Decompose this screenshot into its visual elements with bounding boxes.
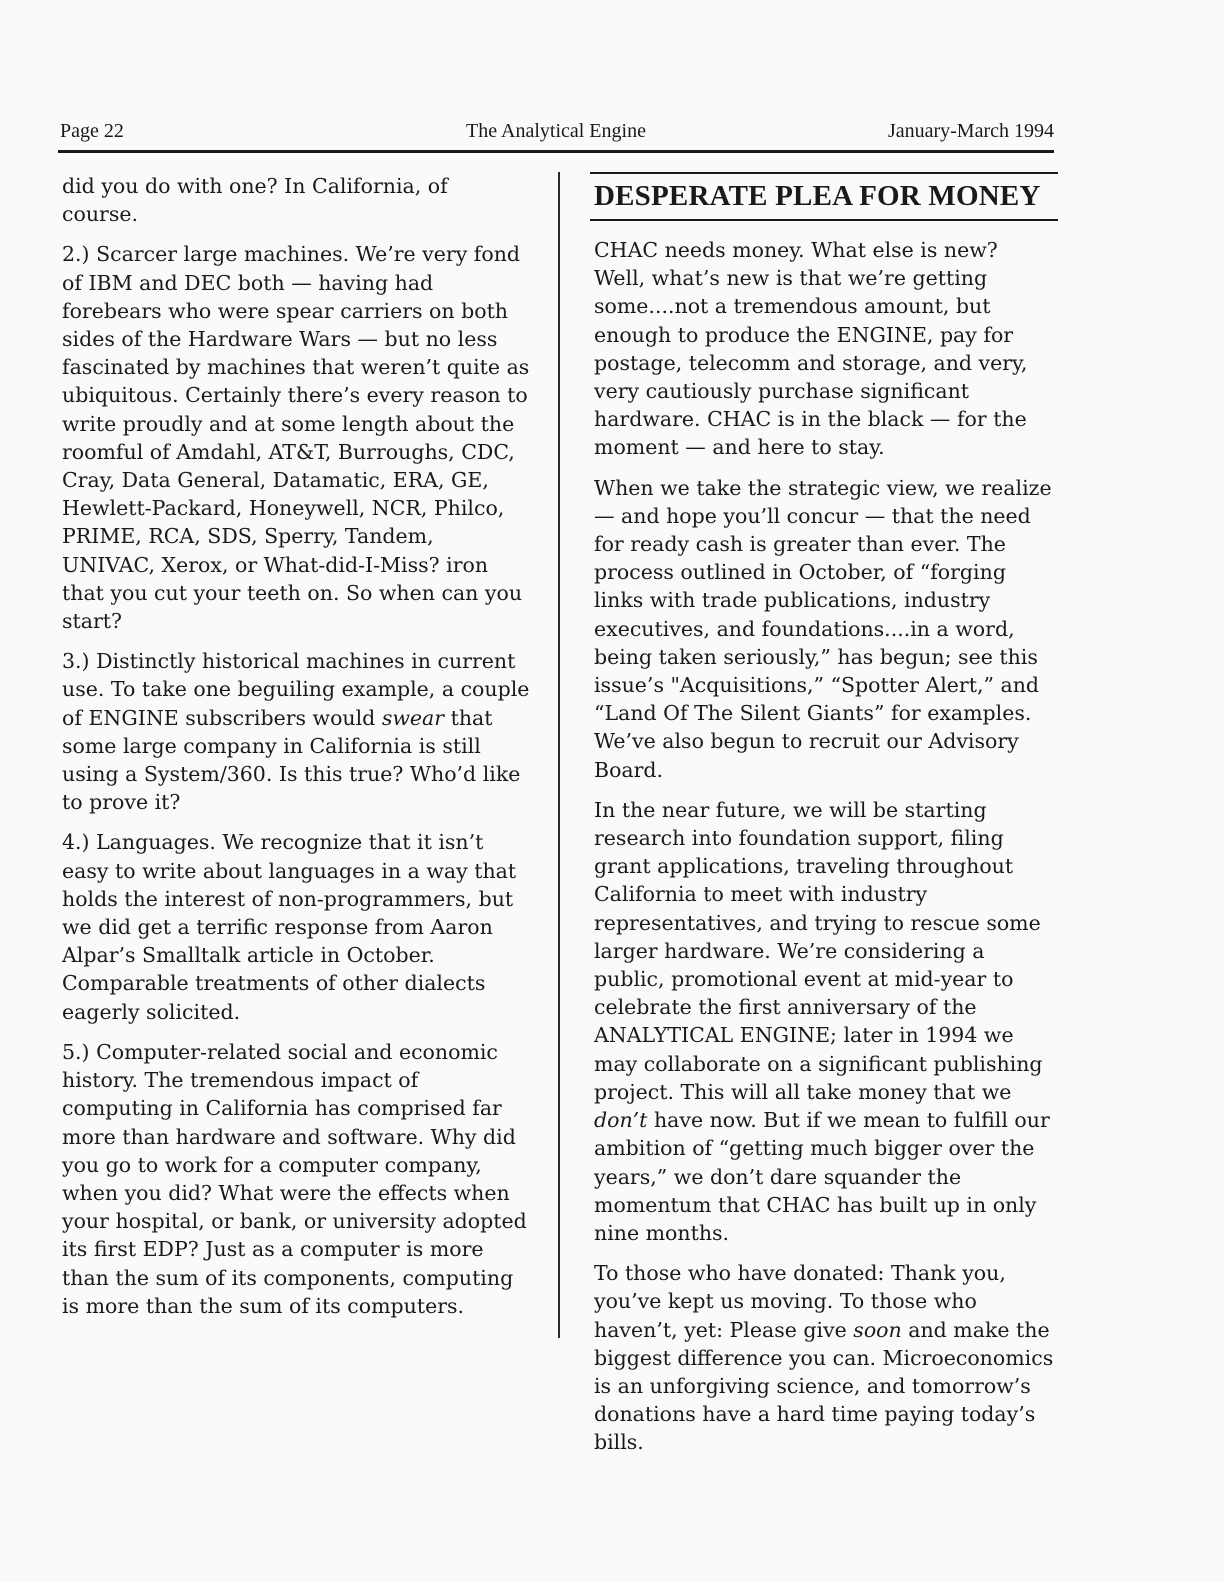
paragraph: 5.) Computer-related social and economic history. The tremendous impact of computing in California has comprised far more than hardware and software. Why did you go to work for a computer company, when you did? What were the effects when your hospital, or bank, or university adopted its first EDP? Just as a computer is more than the sum of its components, computing is more than the sum of its computers. (62, 1039, 527, 1318)
right-column (594, 236, 1054, 1469)
issue-date: January-March 1994 (887, 120, 1054, 142)
article-headline-box (590, 172, 1058, 221)
article-headline: DESPERATE PLEA FOR MONEY (594, 180, 1041, 212)
emphasis: don’t (594, 1108, 648, 1133)
paragraph: When we take the strategic view, we realize — and hope you’ll concur — that the need for ready cash is greater than ever. The process outlined in October, of “forging links with trade publications, industry executives, and foundations....in a word, being taken seriously,” has begun; see this issue’s "Acquisitions,” “Spotter Alert,” and “Land Of The Silent Giants” for examples. We’ve also begun to recruit our Advisory Board. (594, 475, 1052, 782)
page-number: Page 22 (60, 120, 124, 142)
paragraph: 2.) Scarcer large machines. We’re very fond of IBM and DEC both — having had forebears who were spear carriers on both sides of the Hardware Wars — but no less fascinated by machines that weren’t quite as ubiquitous. Certainly there’s every reason to write proudly and at some length about the roomful of Amdahl, AT&T, Burroughs, CDC, Cray, Data General, Datamatic, ERA, GE, Hewlett-Packard, Honeywell, NCR, Philco, PRIME, RCA, SDS, Sperry, Tandem, UNIVAC, Xerox, or What-did-I-Miss? iron that you cut your teeth on. So when can you start? (62, 242, 530, 634)
column-divider (558, 172, 560, 1338)
emphasis: swear (381, 705, 445, 730)
left-column (62, 172, 530, 1332)
paragraph: CHAC needs money. What else is new? Well, what’s new is that we’re getting some....not a tremendous amount, but enough to produce the ENGINE, pay for postage, telecomm and storage, and very, very cautiously purchase significant hardware. CHAC is in the black — for the moment — and here to stay. (594, 238, 1028, 460)
paragraph: did you do with one? In California, of course. (62, 174, 448, 227)
paragraph: To those who have donated: Thank you, you’ve kept us moving. To those who haven’t, yet: Please give soon and make the biggest difference you can. Microeconomics is an unforgiving science, and tomorrow’s donations have a hard time paying today’s bills. (594, 1261, 1054, 1455)
paragraph: 4.) Languages. We recognize that it isn’t easy to write about languages in a way that holds the interest of non-programmers, but we did get a terrific response from Aaron Alpar’s Smalltalk article in October. Comparable treatments of other dialects eagerly solicited. (62, 830, 517, 1024)
page-header (58, 116, 1054, 153)
emphasis: soon (853, 1317, 902, 1342)
paragraph: 3.) Distinctly historical machines in current use. To take one beguiling example, a couple of ENGINE subscribers would swear that some large company in California is still using a System/360. Is this true? Who’d like to prove it? (62, 649, 530, 815)
publication-title: The Analytical Engine (466, 120, 646, 142)
paragraph: In the near future, we will be starting research into foundation support, filing grant applications, traveling throughout California to meet with industry representatives, and trying to rescue some larger hardware. We’re considering a public, promotional event at mid-year to celebrate the first anniversary of the ANALYTICAL ENGINE; later in 1994 we may collaborate on a significant publishing project. This will all take money that we don’t have now. But if we mean to fulfill our ambition of “getting much bigger over the years,” we don’t dare squander the momentum that CHAC has built up in only nine months. (594, 797, 1050, 1245)
